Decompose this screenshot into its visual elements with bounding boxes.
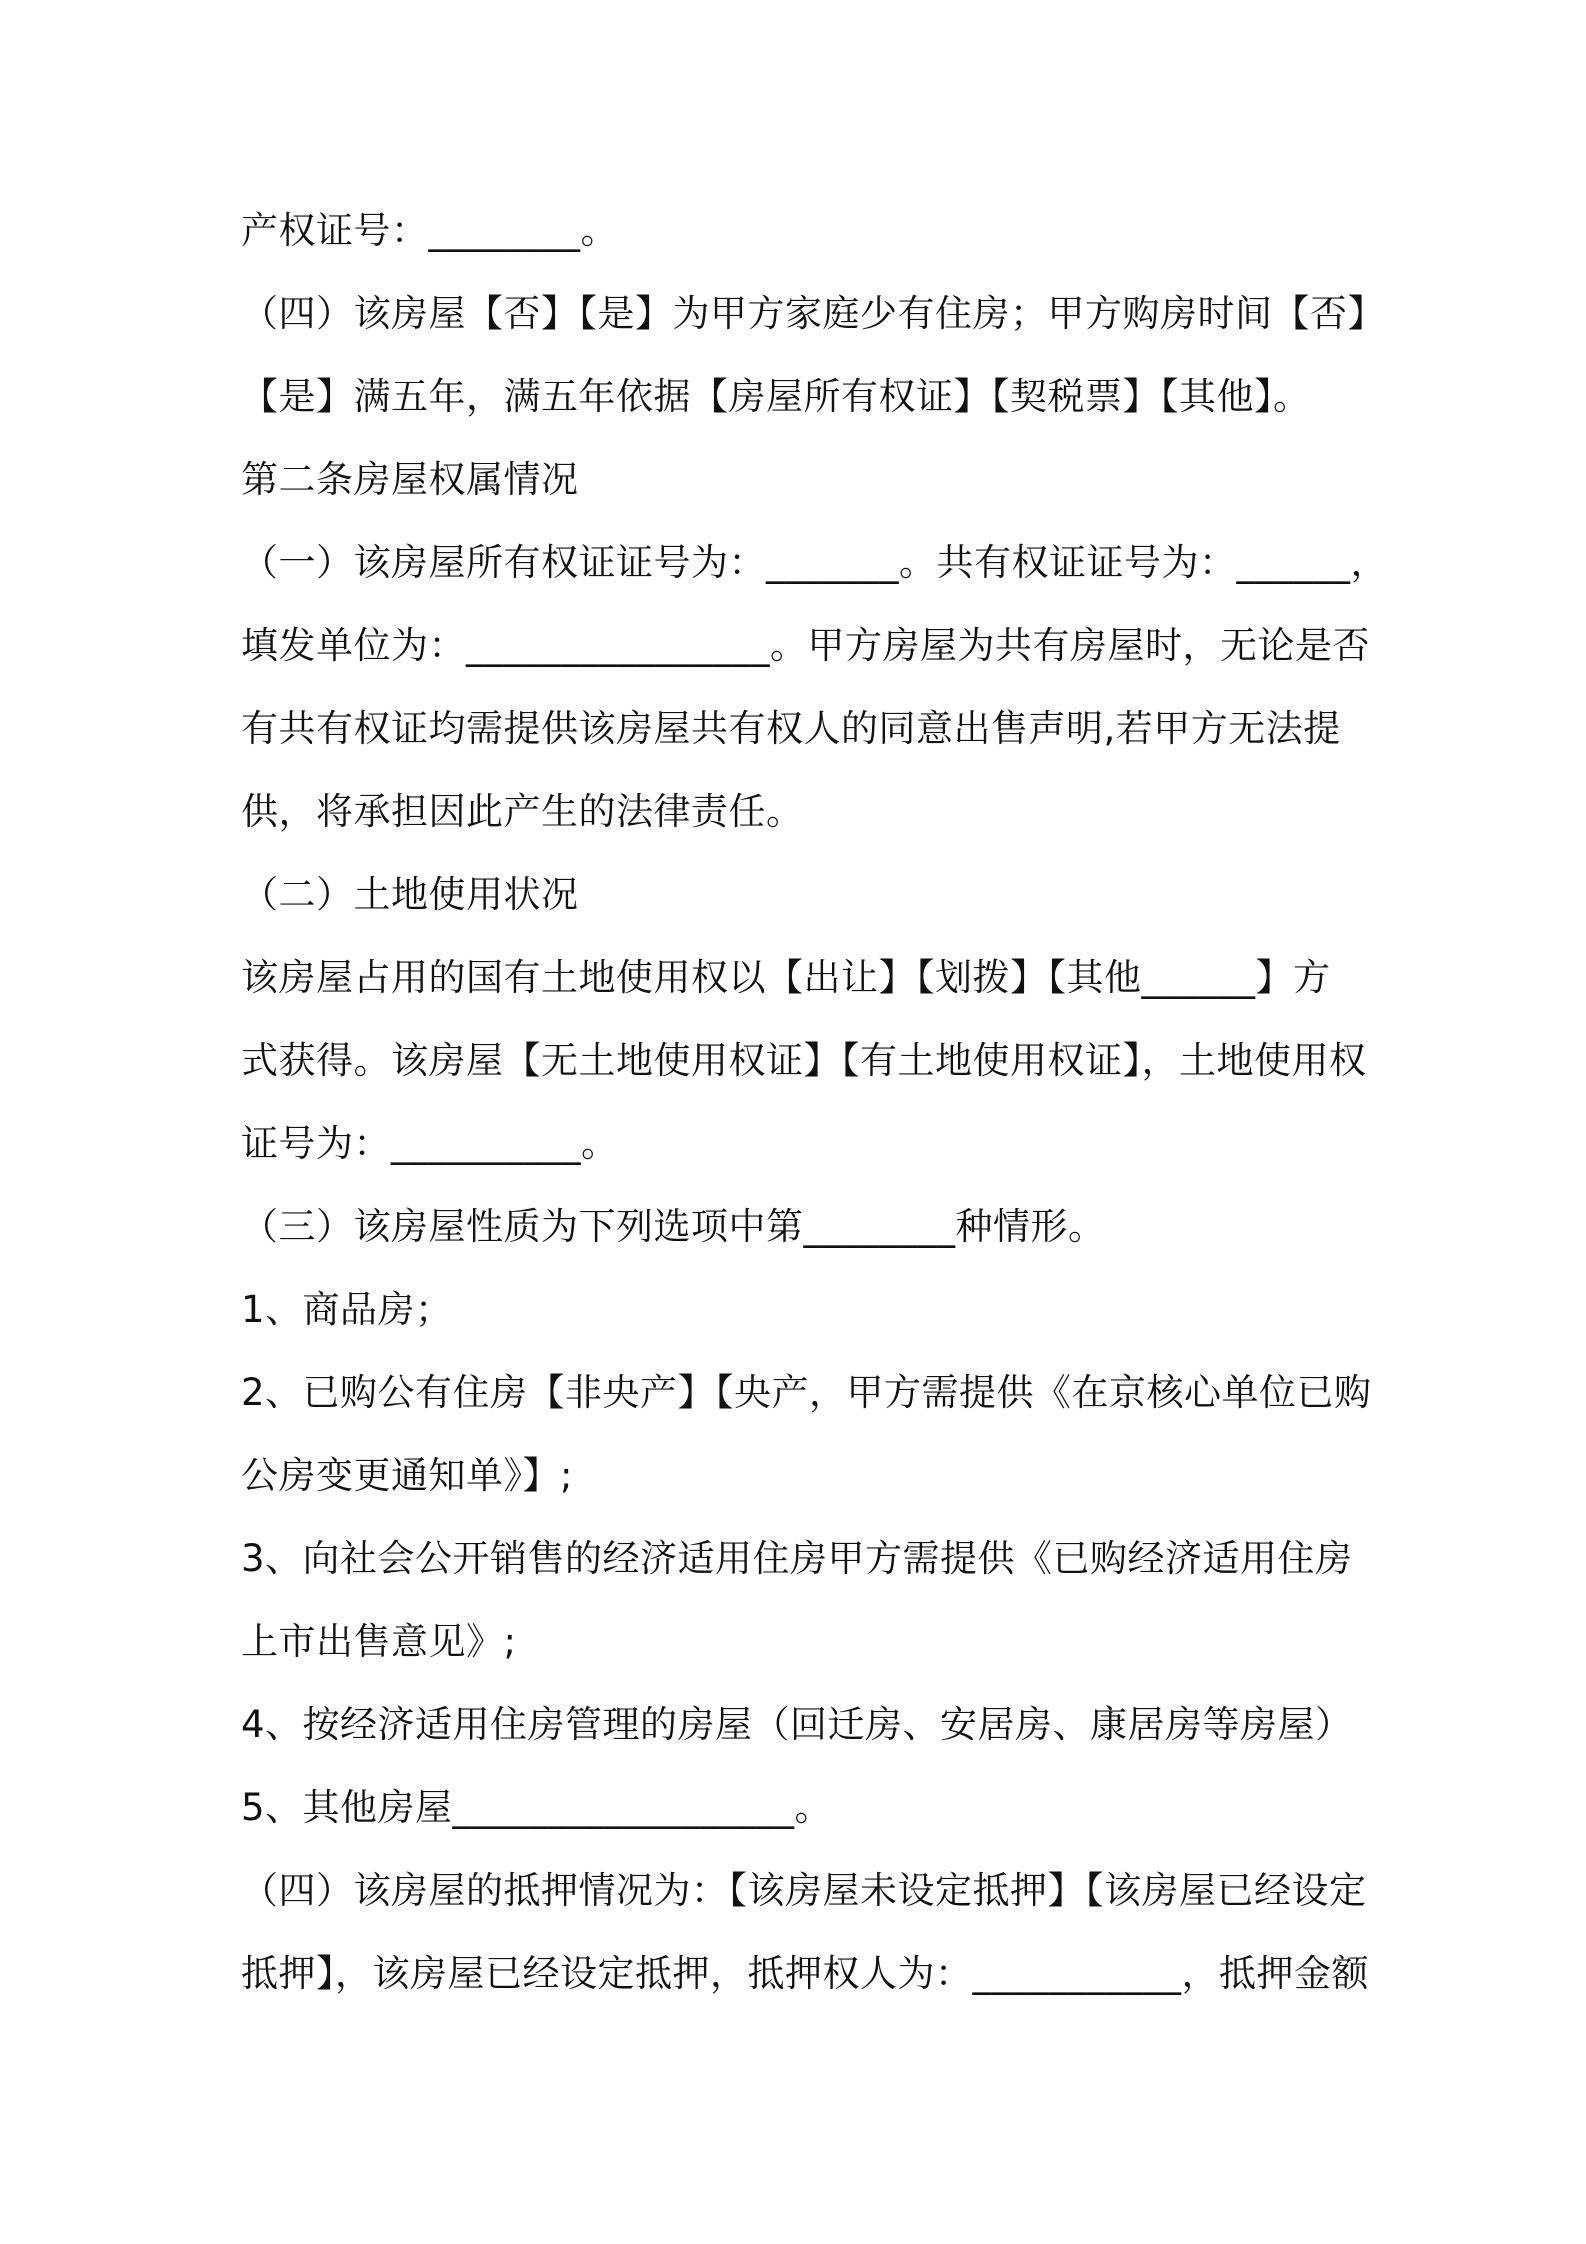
- list-item-3-cont: 上市出售意见》;: [241, 1620, 517, 1663]
- line-7: 有共有权证均需提供该房屋共有权人的同意出售声明,若甲方无法提: [241, 707, 1341, 750]
- list-item-2: 2、已购公有住房【非央产】【央产，甲方需提供《在京核心单位已购: [241, 1371, 1372, 1414]
- line-10: 该房屋占用的国有土地使用权以【出让】【划拨】【其他______】方: [241, 956, 1331, 999]
- list-item-3: 3、向社会公开销售的经济适用住房甲方需提供《已购经济适用住房: [241, 1537, 1353, 1580]
- line-13: （三）该房屋性质为下列选项中第________种情形。: [241, 1205, 1106, 1248]
- line-3: 【是】满五年，满五年依据【房屋所有权证】【契税票】【其他】。: [241, 375, 1311, 418]
- line-8: 供，将承担因此产生的法律责任。: [241, 790, 804, 833]
- line-5: （一）该房屋所有权证证号为：_______。共有权证证号为：______，: [241, 541, 1388, 584]
- line-22: 抵押】，该房屋已经设定抵押，抵押权人为：___________，抵押金额: [241, 1952, 1369, 1995]
- line-12: 证号为：__________。: [241, 1122, 619, 1165]
- line-6: 填发单位为：________________。甲方房屋为共有房屋时，无论是否: [241, 624, 1370, 667]
- line-11: 式获得。该房屋【无土地使用权证】【有土地使用权证】，土地使用权: [241, 1039, 1367, 1082]
- line-21: （四）该房屋的抵押情况为：【该房屋未设定抵押】【该房屋已经设定: [241, 1869, 1367, 1912]
- line-2: （四）该房屋【否】【是】为甲方家庭少有住房；甲方购房时间【否】: [241, 292, 1385, 335]
- list-item-1: 1、商品房；: [241, 1288, 453, 1331]
- list-item-2-cont: 公房变更通知单》】;: [241, 1454, 573, 1497]
- line-9: （二）土地使用状况: [241, 873, 579, 916]
- list-item-4: 4、按经济适用住房管理的房屋（回迁房、安居房、康居房等房屋）: [241, 1703, 1353, 1746]
- line-1: 产权证号：________。: [241, 209, 618, 252]
- section-heading: 第二条房屋权属情况: [241, 458, 579, 501]
- list-item-5: 5、其他房屋__________________。: [241, 1786, 833, 1829]
